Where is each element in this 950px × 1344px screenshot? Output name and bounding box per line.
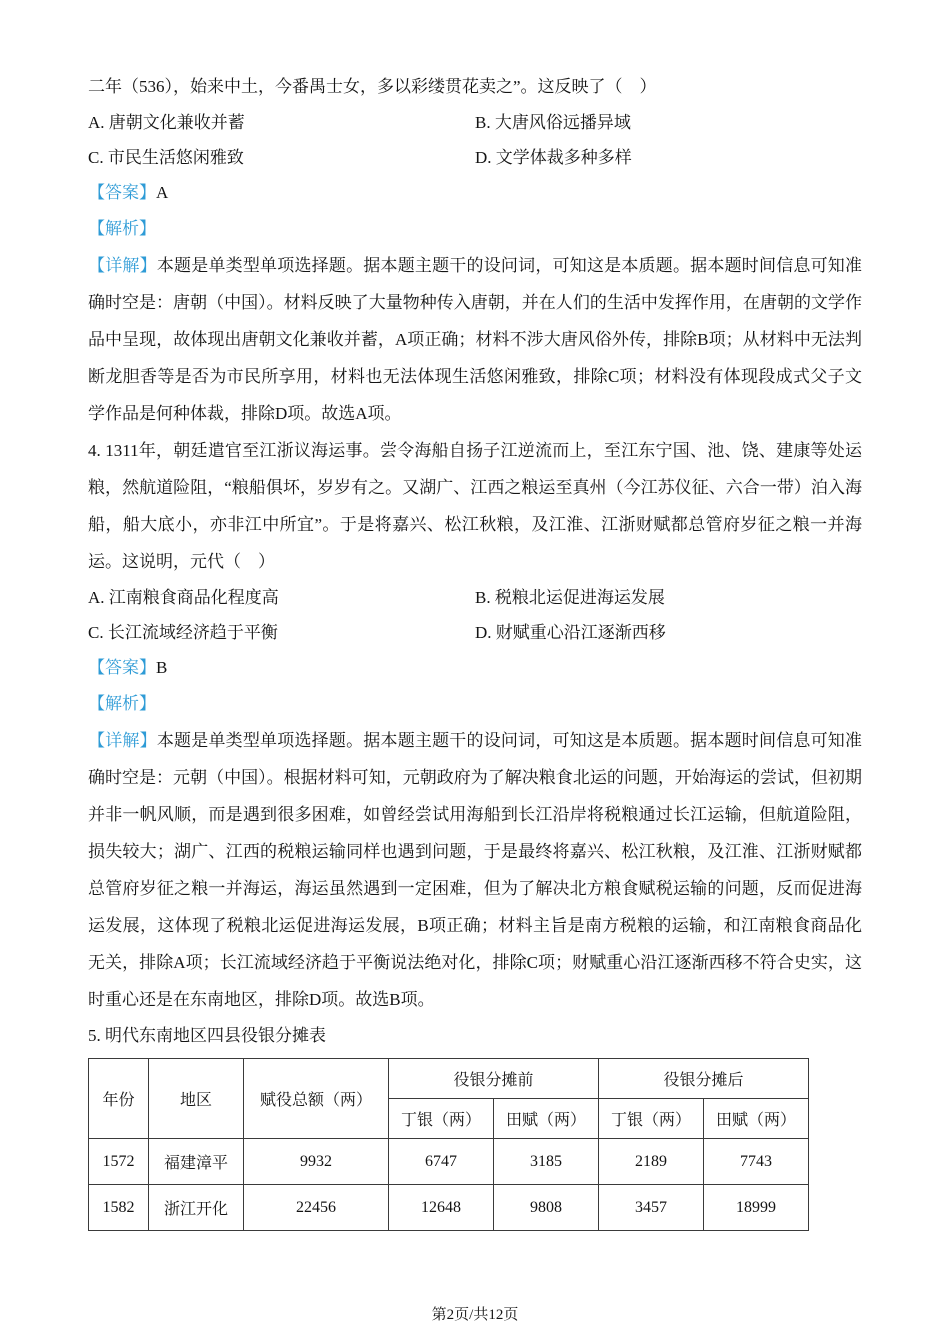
q4-detail-text: 本题是单类型单项选择题。据本题主题干的设问词，可知这是本质题。据本题时间信息可知准确时空是：元朝（中国）。根据材料可知，元朝政府为了解决粮食北运的问题，开始海运的尝试，但初期并非一帆风顺，而是遇到很多困难，如曾经尝试用海船到长江沿岸将税粮通过长江运输，但航道险阻，损失较大；湖广、江西的税粮运输同样也遇到问题，于是最终将嘉兴、松江秋粮，及江淮、江浙财赋都总管府岁征之粮一并海运，海运虽然遇到一定困难，但为了解决北方粮食赋税运输的问题，反而促进海运发展，这体现了税粮北运促进海运发展，B项正确；材料主旨是南方税粮的运输，和江南粮食商品化无关，排除A项；长江流域经济趋于平衡说法绝对化，排除C项；财赋重心沿江逐渐西移不符合史实，这时重心还是在东南地区，排除D项。故选B项。 (88, 731, 863, 1009)
group-header-before: 役银分摊前 (389, 1059, 599, 1099)
table-row (89, 1185, 809, 1231)
q4-detail (88, 722, 862, 1018)
table-cell-ding-after: 2189 (599, 1139, 704, 1185)
q3-answer-line (88, 175, 862, 211)
q3-option-d: D. 文学体裁多种多样 (475, 148, 632, 167)
table-cell-tian-before: 9808 (494, 1185, 599, 1231)
table-cell-year: 1582 (89, 1185, 149, 1231)
col-header-total: 赋役总额（两） (244, 1059, 389, 1139)
q4-detail-label: 【详解】 (88, 731, 157, 750)
col-header-region: 地区 (149, 1059, 244, 1139)
q3-analysis-line (88, 211, 862, 247)
col-header-year: 年份 (89, 1059, 149, 1139)
q5-table (88, 1058, 809, 1231)
table-cell-region: 浙江开化 (149, 1185, 244, 1231)
q3-options (88, 105, 862, 175)
sub-header-ding-before: 丁银（两） (389, 1099, 494, 1139)
group-header-after: 役银分摊后 (599, 1059, 809, 1099)
q3-answer-label: 【答案】 (88, 183, 156, 202)
sub-header-tian-before: 田赋（两） (494, 1099, 599, 1139)
q4-stem: 4. 1311年，朝廷遣官至江浙议海运事。尝令海船自扬子江逆流而上，至江东宁国、池、饶、建康等处运粮，然航道险阻，“粮船俱坏，岁岁有之。又湖广、江西之粮运至真州（今江苏仪征、六合一带）泊入海船，船大底小，亦非江中所宜”。于是将嘉兴、松江秋粮，及江淮、江浙财赋都总管府岁征之粮一并海运。这说明，元代（ ） (88, 441, 862, 571)
table-row (89, 1139, 809, 1185)
q4-answer-line (88, 650, 862, 686)
table-cell-total: 9932 (244, 1139, 389, 1185)
table-cell-tian-before: 3185 (494, 1139, 599, 1185)
q3-option-a: A. 唐朝文化兼收并蓄 (88, 113, 245, 132)
sub-header-tian-after: 田赋（两） (704, 1099, 809, 1139)
table-cell-total: 22456 (244, 1185, 389, 1231)
q4-answer-value: B (156, 658, 168, 677)
q3-detail-text: 本题是单类型单项选择题。据本题主题干的设问词，可知这是本质题。据本题时间信息可知准确时空是：唐朝（中国）。材料反映了大量物种传入唐朝，并在人们的生活中发挥作用，在唐朝的文学作品中呈现，故体现出唐朝文化兼收并蓄，A项正确；材料不涉大唐风俗外传，排除B项；从材料中无法判断龙胆香等是否为市民所享用，材料也无法体现生活悠闲雅致，排除C项；材料没有体现段成式父子文学作品是何种体裁，排除D项。故选A项。 (88, 256, 863, 423)
q3-detail (88, 247, 862, 432)
table-header-row-1 (89, 1059, 809, 1099)
table-cell-year: 1572 (89, 1139, 149, 1185)
q4-option-d: D. 财赋重心沿江逐渐西移 (475, 623, 666, 642)
q3-answer-value: A (156, 183, 169, 202)
table-cell-tian-after: 18999 (704, 1185, 809, 1231)
table-cell-tian-after: 7743 (704, 1139, 809, 1185)
q5-title: 5. 明代东南地区四县役银分摊表 (88, 1026, 326, 1045)
q3-stem: 二年（536），始来中土，今番禺士女，多以彩缕贯花卖之”。这反映了（ ） (88, 77, 657, 96)
q4-options (88, 580, 862, 650)
table-cell-ding-before: 12648 (389, 1185, 494, 1231)
q4-analysis-line (88, 686, 862, 722)
table-cell-region: 福建漳平 (149, 1139, 244, 1185)
q4-analysis-label: 【解析】 (88, 694, 156, 713)
table-cell-ding-before: 6747 (389, 1139, 494, 1185)
q4-option-b: B. 税粮北运促进海运发展 (475, 588, 665, 607)
table-cell-ding-after: 3457 (599, 1185, 704, 1231)
page-number: 第2页/共12页 (431, 1307, 519, 1323)
q3-detail-label: 【详解】 (88, 256, 157, 275)
q4-option-a: A. 江南粮食商品化程度高 (88, 588, 279, 607)
q3-analysis-label: 【解析】 (88, 219, 156, 238)
q4-option-c: C. 长江流域经济趋于平衡 (88, 623, 278, 642)
q3-option-c: C. 市民生活悠闲雅致 (88, 148, 244, 167)
sub-header-ding-after: 丁银（两） (599, 1099, 704, 1139)
q4-answer-label: 【答案】 (88, 658, 156, 677)
q3-option-b: B. 大唐风俗远播异域 (475, 113, 631, 132)
document-content (88, 68, 862, 1231)
